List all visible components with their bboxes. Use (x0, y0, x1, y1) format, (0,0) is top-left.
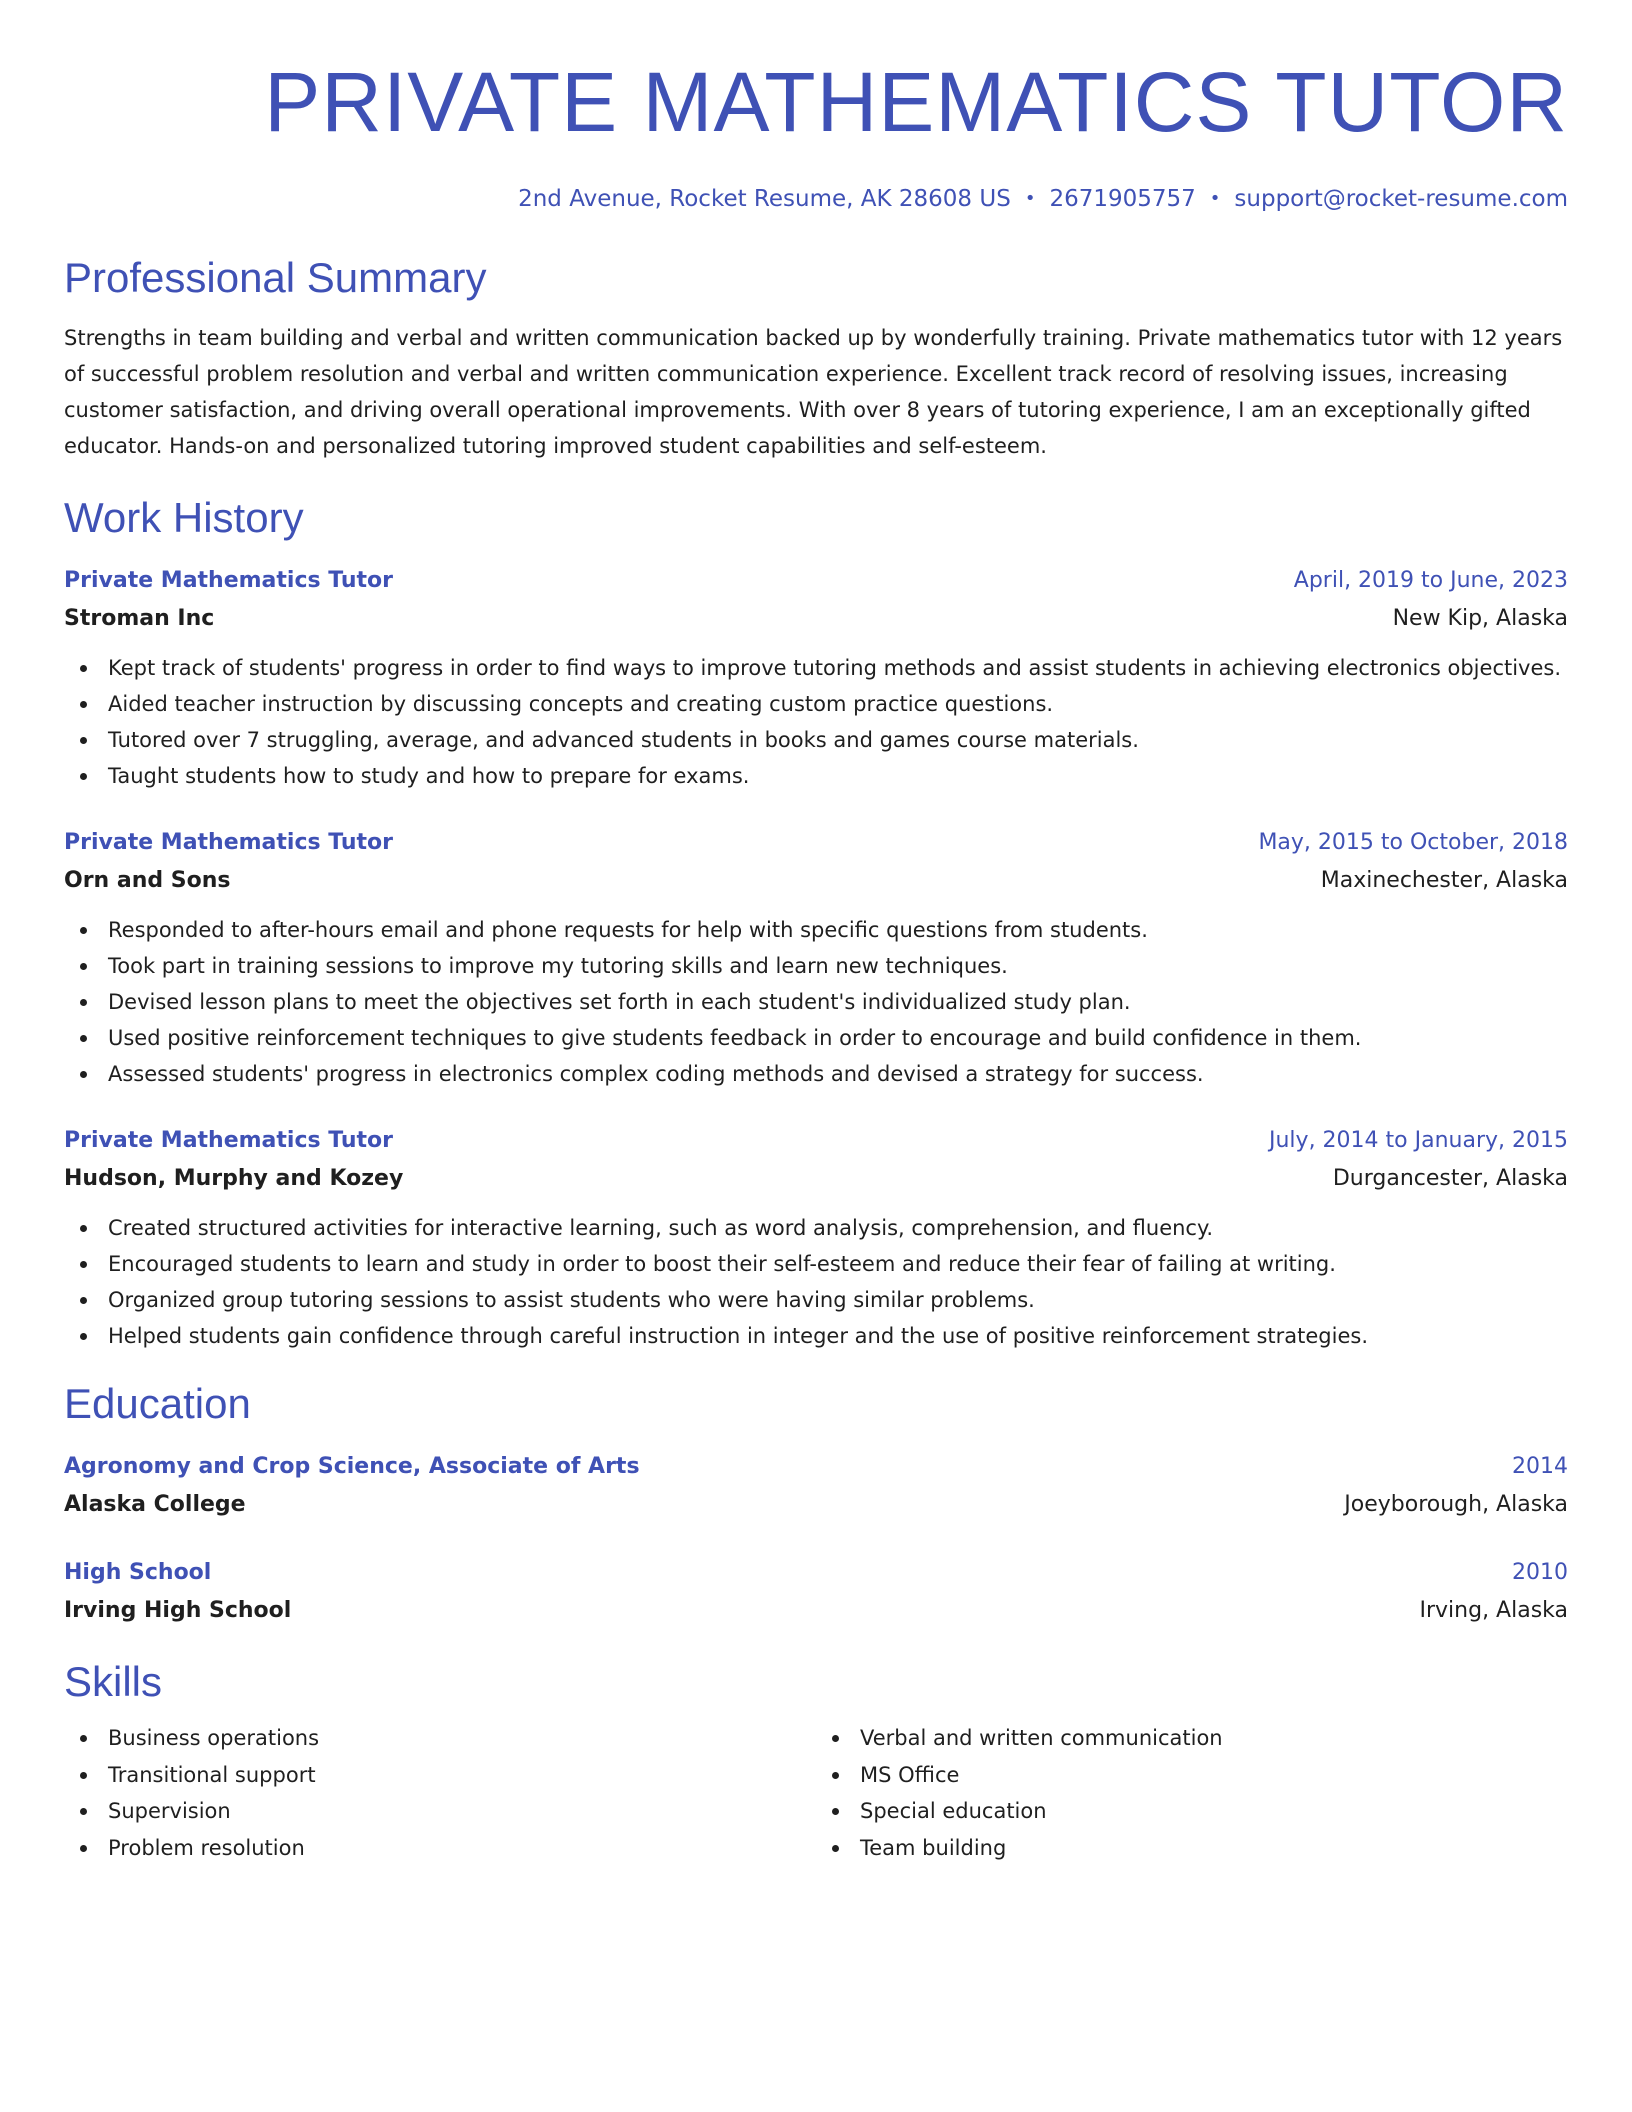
job-bullet: Organized group tutoring sessions to assist students who were having similar problems. (64, 1282, 1568, 1318)
job-dates: May, 2015 to October, 2018 (1258, 830, 1568, 855)
work-history-heading: Work History (64, 494, 304, 541)
skills-column-left (64, 1720, 816, 1866)
job-role: Private Mathematics Tutor (64, 830, 393, 855)
job-role: Private Mathematics Tutor (64, 1128, 393, 1153)
skill-item: Supervision (64, 1793, 816, 1830)
job-bullet: Assessed students' progress in electronics complex coding methods and devised a strategy for success. (64, 1056, 1568, 1092)
contact-email[interactable]: support@rocket-resume.com (1234, 186, 1568, 212)
education-header-row (64, 1554, 1568, 1592)
job-company-row (64, 862, 1568, 900)
skill-item: MS Office (816, 1757, 1568, 1794)
skill-item: Team building (816, 1830, 1568, 1867)
education-entry (64, 1448, 1568, 1524)
contact-phone: 2671905757 (1049, 186, 1196, 212)
education-year: 2014 (1512, 1454, 1568, 1479)
job-role: Private Mathematics Tutor (64, 568, 393, 593)
job-bullet: Taught students how to study and how to prepare for exams. (64, 758, 1568, 794)
job-bullet: Helped students gain confidence through careful instruction in integer and the use of positive reinforcement strategies. (64, 1318, 1568, 1354)
education-location: Joeyborough, Alaska (1344, 1492, 1568, 1517)
education-school-row (64, 1486, 1568, 1524)
job-bullet: Used positive reinforcement techniques to give students feedback in order to encourage and build confidence in them. (64, 1020, 1568, 1056)
resume-header (64, 56, 1568, 214)
job-entry (64, 824, 1568, 1092)
job-company-row (64, 1160, 1568, 1198)
skill-item: Verbal and written communication (816, 1720, 1568, 1757)
job-entry (64, 562, 1568, 794)
job-location: Durgancester, Alaska (1332, 1166, 1568, 1191)
contact-line (64, 184, 1568, 214)
education-school-row (64, 1592, 1568, 1630)
summary-heading: Professional Summary (64, 254, 487, 301)
job-company-row (64, 600, 1568, 638)
education-school: Alaska College (64, 1492, 246, 1517)
candidate-title: PRIVATE MATHEMATICS TUTOR (264, 55, 1568, 149)
job-company: Hudson, Murphy and Kozey (64, 1166, 404, 1191)
education-degree: Agronomy and Crop Science, Associate of Arts (64, 1454, 640, 1479)
contact-separator: • (1209, 188, 1221, 209)
job-bullet: Tutored over 7 struggling, average, and advanced students in books and games course materials. (64, 722, 1568, 758)
job-bullet: Took part in training sessions to improve my tutoring skills and learn new techniques. (64, 948, 1568, 984)
job-company: Stroman Inc (64, 606, 215, 631)
skill-item: Problem resolution (64, 1830, 816, 1867)
job-bullet: Devised lesson plans to meet the objectives set forth in each student's individualized study plan. (64, 984, 1568, 1020)
job-company: Orn and Sons (64, 868, 231, 893)
education-heading: Education (64, 1380, 251, 1427)
skills-grid (64, 1720, 1568, 1866)
contact-address: 2nd Avenue, Rocket Resume, AK 28608 US (518, 186, 1011, 212)
job-location: Maxinechester, Alaska (1320, 868, 1568, 893)
skill-item: Transitional support (64, 1757, 816, 1794)
job-bullet: Responded to after-hours email and phone requests for help with specific questions from students. (64, 912, 1568, 948)
education-location: Irving, Alaska (1419, 1598, 1568, 1623)
education-header-row (64, 1448, 1568, 1486)
job-bullet: Kept track of students' progress in order to find ways to improve tutoring methods and assist students in achieving electronics objectives. (64, 650, 1568, 686)
education-degree: High School (64, 1560, 212, 1585)
education-entry (64, 1554, 1568, 1630)
job-bullets (64, 1210, 1568, 1354)
education-school: Irving High School (64, 1598, 292, 1623)
job-entry (64, 1122, 1568, 1354)
contact-separator: • (1024, 188, 1036, 209)
job-bullets (64, 650, 1568, 794)
job-bullet: Aided teacher instruction by discussing concepts and creating custom practice questions. (64, 686, 1568, 722)
job-bullet: Encouraged students to learn and study in order to boost their self-esteem and reduce their fear of failing at writing. (64, 1246, 1568, 1282)
job-bullets (64, 912, 1568, 1092)
skills-column-right (816, 1720, 1568, 1866)
skill-item: Special education (816, 1793, 1568, 1830)
job-dates: July, 2014 to January, 2015 (1269, 1128, 1568, 1153)
job-header-row (64, 1122, 1568, 1160)
education-year: 2010 (1512, 1560, 1568, 1585)
skill-item: Business operations (64, 1720, 816, 1757)
job-header-row (64, 562, 1568, 600)
job-dates: April, 2019 to June, 2023 (1293, 568, 1568, 593)
summary-text: Strengths in team building and verbal and written communication backed up by wonderfully training. Private mathematics tutor with 12 years of successful problem resolution and verbal and written communication experience. Excellent track record of resolving issues, increasing customer satisfaction, and driving overall operational improvements. With over 8 years of tutoring experience, I am an exceptionally gifted educator. Hands-on and personalized tutoring improved student capabilities and self-esteem. (64, 326, 1563, 458)
skills-heading: Skills (64, 1658, 163, 1705)
job-location: New Kip, Alaska (1392, 606, 1568, 631)
job-bullet: Created structured activities for interactive learning, such as word analysis, comprehension, and fluency. (64, 1210, 1568, 1246)
job-header-row (64, 824, 1568, 862)
